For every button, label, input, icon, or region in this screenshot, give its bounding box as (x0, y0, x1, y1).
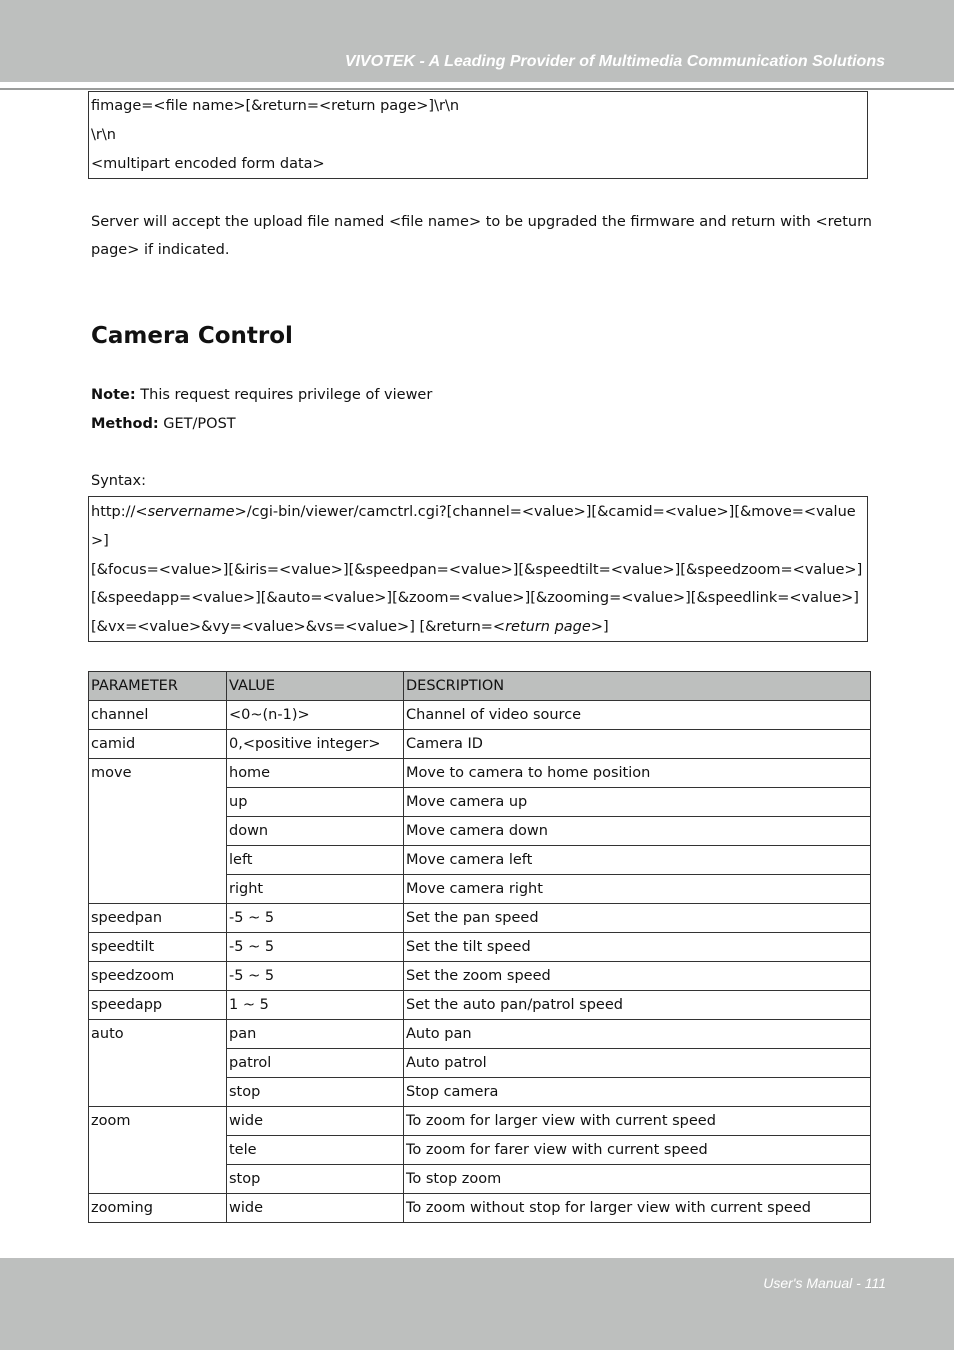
syntax-fragment-italic: <return page (492, 619, 591, 635)
upload-syntax-line: <multipart encoded form data> (91, 156, 325, 172)
camctrl-syntax-box (88, 496, 868, 642)
syntax-line: >] (91, 533, 109, 549)
column-header: PARAMETER (89, 672, 227, 701)
value-cell: -5 ~ 5 (227, 933, 404, 962)
description-cell: Camera ID (404, 730, 871, 759)
method-label: Method: (91, 416, 159, 432)
header-rule (0, 88, 954, 90)
note-label: Note: (91, 387, 136, 403)
method-text: GET/POST (158, 416, 236, 432)
param-cell: auto (89, 1020, 227, 1107)
description-cell: Move camera left (404, 846, 871, 875)
value-cell: wide (227, 1107, 404, 1136)
table-row (89, 933, 871, 962)
param-cell: move (89, 759, 227, 904)
value-cell: down (227, 817, 404, 846)
param-cell: channel (89, 701, 227, 730)
value-cell: up (227, 788, 404, 817)
value-cell: 0,<positive integer> (227, 730, 404, 759)
section-title: Camera Control (91, 323, 293, 349)
syntax-fragment: [&vx=<value>&vy=<value>&vs=<value>] [&return= (91, 619, 493, 635)
value-cell: -5 ~ 5 (227, 962, 404, 991)
description-cell: To zoom for larger view with current speed (404, 1107, 871, 1136)
value-cell: left (227, 846, 404, 875)
param-cell: speedtilt (89, 933, 227, 962)
table-row (89, 701, 871, 730)
value-cell: right (227, 875, 404, 904)
value-cell: stop (227, 1078, 404, 1107)
syntax-line: [&speedapp=<value>][&auto=<value>][&zoom=<value>][&zooming=<value>][&speedlink=<value>] (91, 590, 859, 606)
param-cell: camid (89, 730, 227, 759)
table-row (89, 1194, 871, 1223)
note-text: This request requires privilege of viewer (135, 387, 433, 403)
value-cell: wide (227, 1194, 404, 1223)
upload-syntax-line: \r\n (91, 127, 116, 143)
method-line (91, 416, 236, 432)
upload-description-line: Server will accept the upload file named <file name> to be upgraded the firmware and return with <return (91, 214, 872, 230)
description-cell: To stop zoom (404, 1165, 871, 1194)
description-cell: Stop camera (404, 1078, 871, 1107)
value-cell: stop (227, 1165, 404, 1194)
value-cell: pan (227, 1020, 404, 1049)
table-row (89, 730, 871, 759)
description-cell: Move camera right (404, 875, 871, 904)
table-row (89, 759, 871, 788)
description-cell: Move camera down (404, 817, 871, 846)
upload-syntax-line: fimage=<file name>[&return=<return page>]\r\n (91, 98, 460, 114)
column-header: VALUE (227, 672, 404, 701)
value-cell: 1 ~ 5 (227, 991, 404, 1020)
description-cell: Move to camera to home position (404, 759, 871, 788)
syntax-line (91, 504, 856, 520)
table-row (89, 904, 871, 933)
description-cell: To zoom without stop for larger view with current speed (404, 1194, 871, 1223)
description-cell: Move camera up (404, 788, 871, 817)
table-row (89, 991, 871, 1020)
syntax-fragment: >] (590, 619, 609, 635)
description-cell: Set the auto pan/patrol speed (404, 991, 871, 1020)
table-row (89, 1107, 871, 1136)
param-cell: zooming (89, 1194, 227, 1223)
upload-description-line: page> if indicated. (91, 242, 230, 258)
description-cell: Auto pan (404, 1020, 871, 1049)
param-cell: speedpan (89, 904, 227, 933)
description-cell: To zoom for farer view with current speed (404, 1136, 871, 1165)
value-cell: patrol (227, 1049, 404, 1078)
header-title: VIVOTEK - A Leading Provider of Multimedia Communication Solutions (344, 53, 885, 70)
note-line (91, 387, 432, 403)
value-cell: tele (227, 1136, 404, 1165)
description-cell: Channel of video source (404, 701, 871, 730)
syntax-fragment: >/cgi-bin/viewer/camctrl.cgi?[channel=<value>][&camid=<value>][&move=<value (234, 504, 856, 520)
parameter-table (88, 671, 871, 1223)
description-cell: Set the pan speed (404, 904, 871, 933)
syntax-fragment: http://< (91, 504, 148, 520)
param-cell: zoom (89, 1107, 227, 1194)
footer-band (0, 1258, 954, 1350)
table-header-row (89, 672, 871, 701)
description-cell: Set the tilt speed (404, 933, 871, 962)
syntax-fragment-italic: servername (147, 504, 235, 520)
value-cell: <0~(n-1)> (227, 701, 404, 730)
description-cell: Set the zoom speed (404, 962, 871, 991)
value-cell: -5 ~ 5 (227, 904, 404, 933)
value-cell: home (227, 759, 404, 788)
page-number: User's Manual - 111 (763, 1275, 886, 1291)
syntax-line (91, 619, 609, 635)
table-row (89, 1020, 871, 1049)
syntax-label: Syntax: (91, 473, 147, 489)
column-header: DESCRIPTION (404, 672, 871, 701)
param-cell: speedapp (89, 991, 227, 1020)
upload-syntax-box (88, 91, 868, 179)
param-cell: speedzoom (89, 962, 227, 991)
description-cell: Auto patrol (404, 1049, 871, 1078)
syntax-line: [&focus=<value>][&iris=<value>][&speedpan=<value>][&speedtilt=<value>][&speedzoom=<value>] (91, 562, 863, 578)
table-row (89, 962, 871, 991)
